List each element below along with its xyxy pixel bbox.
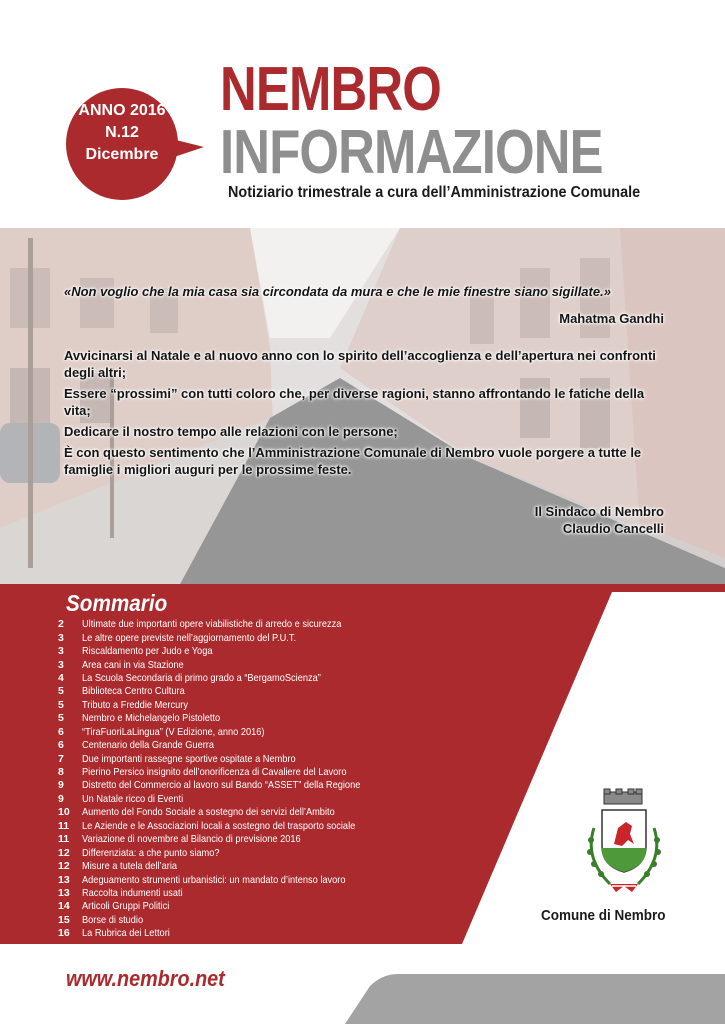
toc-page-number: 13 (58, 886, 70, 899)
toc-page-number: 10 (58, 806, 70, 819)
toc-item (58, 820, 458, 833)
toc-item (58, 766, 458, 779)
toc-page-number: 8 (58, 766, 64, 779)
coat-of-arms-icon (574, 788, 674, 900)
toc-item (58, 860, 458, 873)
toc-page-number: 5 (58, 712, 64, 725)
signature-name: Claudio Cancelli (562, 521, 664, 536)
toc-item (58, 914, 458, 927)
toc-label: Variazione di novembre al Bilancio di previsione 2016 (82, 833, 301, 846)
issue-month: Dicembre (85, 146, 159, 163)
toc-item (58, 900, 458, 913)
toc-item (58, 739, 458, 752)
toc-label: Riscaldamento per Judo e Yoga (82, 645, 213, 658)
masthead-title-nembro: NEMBRO (220, 55, 442, 124)
toc-item (58, 833, 458, 846)
toc-page-number: 9 (58, 792, 64, 805)
street-photo (0, 228, 725, 584)
toc-label: Area cani in via Stazione (82, 658, 184, 671)
toc-item (58, 752, 458, 765)
toc-item (58, 726, 458, 739)
message-paragraph: È con questo sentimento che l’Amministrazione Comunale di Nembro vuole porgere a tutte le famiglie i migliori auguri per le prossime feste. (64, 445, 642, 477)
toc-label: Raccolta indumenti usati (82, 886, 183, 899)
toc-page-number: 3 (58, 631, 64, 644)
toc-label: Le altre opere previste nell’aggiornamento del P.U.T. (82, 631, 297, 644)
toc-label: Ultimate due importanti opere viabilistiche di arredo e sicurezza (82, 618, 342, 631)
comune-label: Comune di Nembro (541, 907, 666, 924)
message-body (64, 347, 664, 482)
bubble-tail (168, 138, 204, 159)
toc-item (58, 631, 458, 644)
toc-item (58, 793, 458, 806)
toc-item (58, 927, 458, 940)
toc-page-number: 11 (58, 819, 70, 832)
toc-item (58, 658, 458, 671)
toc-page-number: 15 (58, 913, 70, 926)
toc-label: Misure a tutela dell’aria (82, 860, 178, 873)
toc-label: Borse di studio (82, 913, 144, 926)
toc-page-number: 6 (58, 725, 64, 738)
toc-page-number: 5 (58, 698, 64, 711)
table-of-contents (58, 618, 458, 941)
toc-label: La Rubrica dei Lettori (82, 927, 170, 940)
toc-page-number: 11 (58, 833, 70, 846)
issue-bubble (66, 88, 178, 200)
toc-item (58, 712, 458, 725)
toc-page-number: 2 (58, 618, 64, 631)
toc-label: Differenziata: a che punto siamo? (82, 846, 220, 859)
toc-item (58, 779, 458, 792)
toc-item (58, 618, 458, 631)
issue-number: N.12 (105, 124, 139, 141)
masthead-title-informazione: INFORMAZIONE (220, 118, 603, 187)
toc-page-number: 7 (58, 752, 64, 765)
toc-page-number: 12 (58, 846, 70, 859)
toc-page-number: 3 (58, 658, 64, 671)
toc-item (58, 887, 458, 900)
toc-label: Due importanti rassegne sportive ospitate a Nembro (82, 752, 296, 765)
sommario-title: Sommario (66, 590, 168, 616)
quote-author: Mahatma Gandhi (559, 311, 664, 326)
toc-page-number: 13 (58, 873, 70, 886)
website-link[interactable]: www.nembro.net (66, 966, 225, 991)
gandhi-quote: «Non voglio che la mia casa sia circondata da mura e che le mie finestre siano sigillate.» (64, 284, 611, 299)
comune-crest (574, 788, 674, 900)
toc-page-number: 6 (58, 739, 64, 752)
message-paragraph: Avvicinarsi al Natale e al nuovo anno con lo spirito dell’accoglienza e dell’apertura nei confronti degli altri; (64, 348, 656, 380)
toc-page-number: 3 (58, 645, 64, 658)
toc-label: Biblioteca Centro Cultura (82, 685, 185, 698)
masthead-subtitle: Notiziario trimestrale a cura dell’Amministrazione Comunale (228, 184, 641, 201)
toc-label: Le Aziende e le Associazioni locali a sostegno del trasporto sociale (82, 819, 356, 832)
toc-item (58, 645, 458, 658)
toc-label: Nembro e Michelangelo Pistoletto (82, 712, 221, 725)
message-paragraph: Essere “prossimi” con tutti coloro che, per diverse ragioni, stanno affrontando le fatiche della vita; (64, 386, 645, 418)
toc-page-number: 14 (58, 900, 70, 913)
toc-label: Aumento del Fondo Sociale a sostegno dei servizi dell’Ambito (82, 806, 335, 819)
toc-label: Articoli Gruppi Politici (82, 900, 170, 913)
toc-item (58, 806, 458, 819)
signature-role: Il Sindaco di Nembro (534, 504, 664, 519)
toc-label: La Scuola Secondaria di primo grado a “BergamoScienza” (82, 671, 321, 684)
toc-item (58, 699, 458, 712)
toc-label: Adeguamento strumenti urbanistici: un mandato d’intenso lavoro (82, 873, 346, 886)
toc-page-number: 12 (58, 860, 70, 873)
toc-label: Centenario della Grande Guerra (82, 739, 215, 752)
toc-page-number: 9 (58, 779, 64, 792)
toc-item (58, 846, 458, 859)
toc-page-number: 16 (58, 927, 70, 940)
issue-year: ANNO 2016 (78, 102, 166, 119)
toc-page-number: 4 (58, 671, 64, 684)
toc-label: “TiraFuoriLaLingua” (V Edizione, anno 2016) (82, 725, 265, 738)
toc-page-number: 5 (58, 685, 64, 698)
toc-item (58, 672, 458, 685)
toc-label: Tributo a Freddie Mercury (82, 698, 188, 711)
toc-label: Pierino Persico insignito dell’onorificenza di Cavaliere del Lavoro (82, 766, 347, 779)
toc-label: Distretto del Commercio al lavoro sul Bando “ASSET” della Regione (82, 779, 361, 792)
message-paragraph: Dedicare il nostro tempo alle relazioni con le persone; (64, 424, 398, 439)
toc-item (58, 685, 458, 698)
toc-item (58, 873, 458, 886)
toc-label: Un Natale ricco di Eventi (82, 792, 184, 805)
